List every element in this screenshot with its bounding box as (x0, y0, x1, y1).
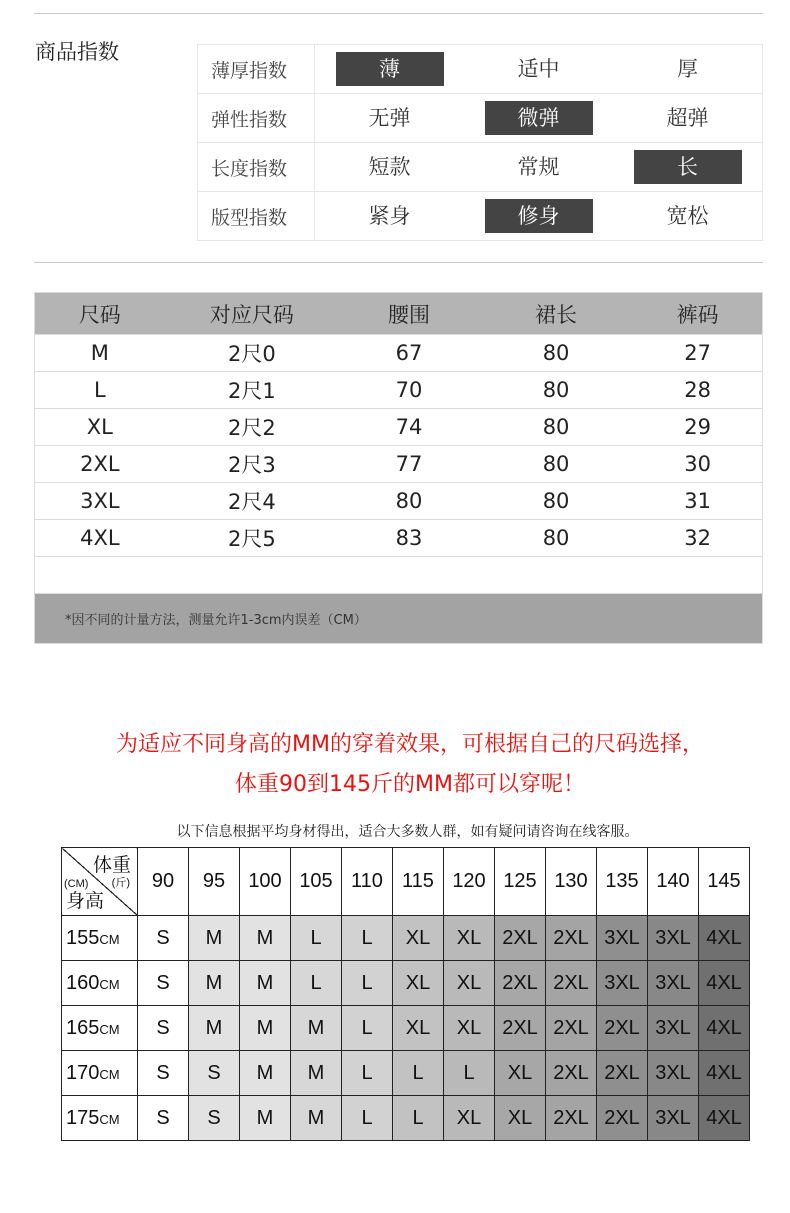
size-recommendation-cell: M (189, 916, 240, 961)
size-recommendation-cell: L (393, 1051, 444, 1096)
height-label-cell (62, 961, 138, 1006)
index-option-label: 微弹 (485, 101, 593, 135)
corner-weight-unit: (斤) (111, 877, 130, 889)
size-recommendation-cell: 2XL (495, 1006, 546, 1051)
size-table (34, 292, 763, 644)
size-cell: 2尺0 (228, 342, 276, 366)
index-option-label: 无弹 (368, 106, 411, 130)
index-row (198, 143, 762, 192)
size-cell: 32 (684, 526, 712, 550)
size-recommendation-cell: M (291, 1051, 342, 1096)
size-header-cell: 腰围 (387, 302, 430, 327)
size-recommendation-cell: L (342, 1096, 393, 1141)
size-recommendation-cell: M (240, 916, 291, 961)
size-row (35, 334, 762, 371)
size-recommendation-cell: S (138, 1051, 189, 1096)
index-option (613, 52, 762, 86)
index-label: 薄厚指数 (198, 45, 315, 93)
size-recommendation-cell: S (138, 961, 189, 1006)
height-row (62, 1096, 750, 1141)
index-option (315, 101, 464, 135)
index-option (315, 199, 464, 233)
size-recommendation-cell: 2XL (546, 1006, 597, 1051)
weight-header-cell: 145 (699, 848, 750, 916)
index-option (464, 150, 613, 184)
index-option (464, 52, 613, 86)
size-cell: 80 (542, 415, 570, 439)
size-cell: 77 (395, 452, 423, 476)
size-recommendation-cell: L (291, 916, 342, 961)
height-row (62, 916, 750, 961)
size-recommendation-cell: 3XL (648, 1096, 699, 1141)
size-recommendation-cell: M (240, 1051, 291, 1096)
index-option-label: 短款 (368, 155, 411, 179)
weight-header-cell: 130 (546, 848, 597, 916)
height-value: 165 (66, 1016, 100, 1039)
size-cell: 80 (542, 452, 570, 476)
info-text: 以下信息根据平均身材得出，适合大多数人群，如有疑问请咨询在线客服。 (176, 824, 639, 840)
size-table-header (35, 293, 762, 334)
size-header-cell: 裙长 (535, 302, 578, 327)
size-recommendation-cell: 2XL (597, 1051, 648, 1096)
size-recommendation-cell: L (342, 1051, 393, 1096)
size-recommendation-cell: M (189, 1006, 240, 1051)
size-cell: 2尺2 (228, 416, 276, 440)
weight-header-cell: 115 (393, 848, 444, 916)
size-cell: 3XL (80, 489, 120, 513)
size-recommendation-cell: 2XL (597, 1006, 648, 1051)
size-recommendation-cell: 4XL (699, 916, 750, 961)
size-cell: 80 (542, 341, 570, 365)
size-header-cell: 尺码 (78, 302, 121, 327)
height-row (62, 961, 750, 1006)
size-recommendation-cell: 2XL (597, 1096, 648, 1141)
grid-corner (62, 848, 138, 916)
weight-header-cell: 95 (189, 848, 240, 916)
size-recommendation-cell: XL (393, 961, 444, 1006)
size-cell: 2尺3 (228, 453, 276, 477)
index-label: 弹性指数 (198, 94, 315, 142)
weight-header-cell: 105 (291, 848, 342, 916)
size-recommendation-cell: XL (393, 1006, 444, 1051)
measure-note: *因不同的计量方法，测量允许1-3cm内误差（CM） (35, 593, 762, 643)
height-value: 175 (66, 1106, 100, 1129)
size-cell: 2尺1 (228, 379, 276, 403)
index-option (315, 150, 464, 184)
size-recommendation-cell: XL (444, 1096, 495, 1141)
corner-weight-label: 体重 (92, 855, 131, 876)
size-cell: 2XL (80, 452, 120, 476)
index-option-label: 长 (634, 150, 742, 184)
weight-header-cell: 110 (342, 848, 393, 916)
size-cell: M (90, 341, 109, 365)
size-recommendation-cell: 3XL (597, 961, 648, 1006)
index-option-label: 适中 (517, 57, 560, 81)
weight-header-row (62, 848, 750, 916)
top-divider (34, 13, 763, 14)
size-recommendation-cell: 4XL (699, 1096, 750, 1141)
size-recommendation-cell: XL (444, 916, 495, 961)
weight-header-cell: 125 (495, 848, 546, 916)
size-recommendation-cell: XL (495, 1051, 546, 1096)
size-cell: XL (86, 415, 113, 439)
size-cell: 28 (684, 378, 712, 402)
index-option (613, 101, 762, 135)
size-recommendation-cell: M (240, 961, 291, 1006)
size-cell: 80 (542, 489, 570, 513)
size-recommendation-cell: L (393, 1096, 444, 1141)
size-recommendation-cell: M (189, 961, 240, 1006)
size-recommendation-cell: L (342, 916, 393, 961)
size-row (35, 519, 762, 556)
size-recommendation-cell: XL (393, 916, 444, 961)
size-recommendation-cell: 3XL (648, 916, 699, 961)
height-label-cell (62, 1006, 138, 1051)
height-weight-grid (61, 847, 750, 1141)
size-recommendation-cell: 3XL (648, 1051, 699, 1096)
weight-header-cell: 120 (444, 848, 495, 916)
size-recommendation-cell: 2XL (546, 1096, 597, 1141)
index-row (198, 192, 762, 240)
size-recommendation-cell: S (138, 916, 189, 961)
section-title: 商品指数 (35, 40, 119, 64)
size-cell: 29 (684, 415, 712, 439)
height-unit: CM (99, 931, 120, 947)
size-recommendation-cell: XL (444, 961, 495, 1006)
index-option-label: 紧身 (368, 204, 411, 228)
size-recommendation-cell: M (240, 1096, 291, 1141)
size-recommendation-cell: XL (444, 1006, 495, 1051)
index-option-label: 常规 (517, 155, 560, 179)
index-option-label: 厚 (677, 57, 698, 81)
height-unit: CM (99, 1021, 120, 1037)
weight-header-cell: 140 (648, 848, 699, 916)
size-cell: 67 (395, 341, 423, 365)
index-option-selected (613, 150, 762, 184)
size-cell: 83 (395, 526, 423, 550)
size-recommendation-cell: 4XL (699, 961, 750, 1006)
index-option-label: 薄 (336, 52, 444, 86)
index-option (613, 199, 762, 233)
height-value: 160 (66, 971, 100, 994)
size-recommendation-cell: L (444, 1051, 495, 1096)
size-cell: 74 (395, 415, 423, 439)
product-index-table (197, 44, 763, 241)
height-unit: CM (99, 1066, 120, 1082)
index-option-label: 宽松 (666, 204, 709, 228)
size-row (35, 371, 762, 408)
index-option-selected (315, 52, 464, 86)
size-recommendation-cell: 4XL (699, 1051, 750, 1096)
height-label-cell (62, 1096, 138, 1141)
size-cell: 80 (395, 489, 423, 513)
index-option-selected (464, 101, 613, 135)
height-unit: CM (99, 1111, 120, 1127)
size-cell: 30 (684, 452, 712, 476)
promo-line-1: 为适应不同身高的MM的穿着效果，可根据自己的尺码选择， (116, 732, 704, 757)
size-recommendation-cell: M (291, 1006, 342, 1051)
index-label: 长度指数 (198, 143, 315, 191)
promo-line-2: 体重90到145斤的MM都可以穿呢！ (235, 772, 585, 797)
size-recommendation-cell: 3XL (597, 916, 648, 961)
size-recommendation-cell: 4XL (699, 1006, 750, 1051)
height-row (62, 1051, 750, 1096)
index-option-label: 超弹 (666, 106, 709, 130)
height-row (62, 1006, 750, 1051)
height-label-cell (62, 1051, 138, 1096)
size-recommendation-cell: S (189, 1051, 240, 1096)
index-row (198, 94, 762, 143)
size-cell: 27 (684, 341, 712, 365)
size-recommendation-cell: 3XL (648, 961, 699, 1006)
height-unit: CM (99, 976, 120, 992)
size-recommendation-cell: 2XL (495, 916, 546, 961)
height-label-cell (62, 916, 138, 961)
size-cell: 70 (395, 378, 423, 402)
size-recommendation-cell: 2XL (546, 961, 597, 1006)
mid-divider (34, 262, 763, 263)
size-cell: 4XL (80, 526, 120, 550)
size-header-cell: 裤码 (676, 302, 719, 327)
size-row (35, 408, 762, 445)
index-label: 版型指数 (198, 192, 315, 240)
weight-header-cell: 90 (138, 848, 189, 916)
corner-height-label: 身高 (66, 891, 105, 912)
size-recommendation-cell: 3XL (648, 1006, 699, 1051)
size-recommendation-cell: L (342, 1006, 393, 1051)
size-recommendation-cell: L (342, 961, 393, 1006)
size-recommendation-cell: XL (495, 1096, 546, 1141)
size-recommendation-cell: 2XL (495, 961, 546, 1006)
index-option-label: 修身 (485, 199, 593, 233)
size-cell: 80 (542, 526, 570, 550)
size-recommendation-cell: M (240, 1006, 291, 1051)
size-recommendation-cell: S (138, 1096, 189, 1141)
size-recommendation-cell: 2XL (546, 1051, 597, 1096)
height-value: 155 (66, 926, 100, 949)
corner-height-unit: (CM) (64, 878, 89, 890)
index-row (198, 45, 762, 94)
size-header-cell: 对应尺码 (209, 302, 294, 327)
size-recommendation-cell: M (291, 1096, 342, 1141)
size-cell: 2尺5 (228, 527, 276, 551)
height-value: 170 (66, 1061, 100, 1084)
index-option-selected (464, 199, 613, 233)
size-recommendation-cell: S (138, 1006, 189, 1051)
weight-header-cell: 100 (240, 848, 291, 916)
size-table-blank-row (35, 556, 762, 593)
size-recommendation-cell: 2XL (546, 916, 597, 961)
size-row (35, 482, 762, 519)
size-cell: L (93, 378, 106, 402)
weight-header-cell: 135 (597, 848, 648, 916)
size-recommendation-cell: S (189, 1096, 240, 1141)
size-cell: 2尺4 (228, 490, 276, 514)
size-cell: 80 (542, 378, 570, 402)
size-cell: 31 (684, 489, 712, 513)
size-row (35, 445, 762, 482)
size-recommendation-cell: L (291, 961, 342, 1006)
